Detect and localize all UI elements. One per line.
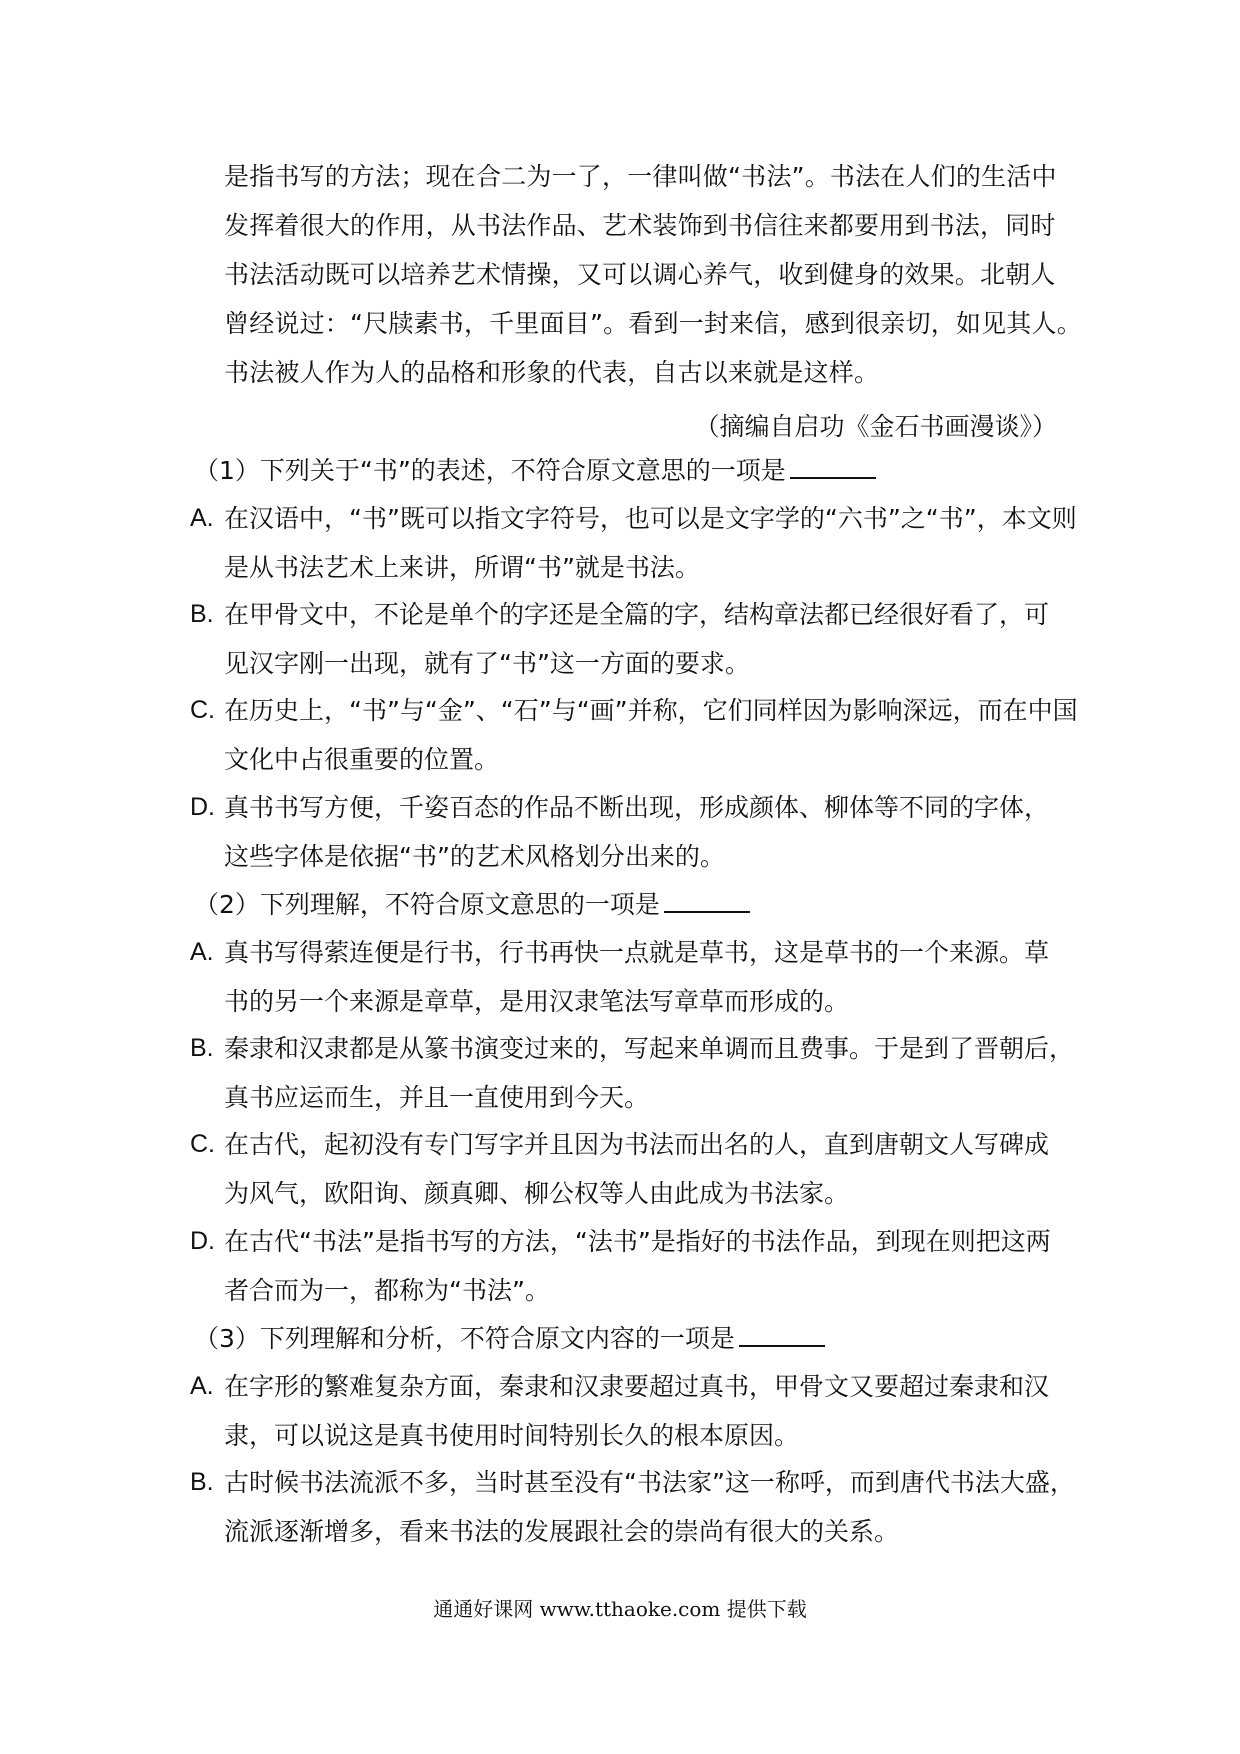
- option-letter: B.: [190, 600, 214, 628]
- question-1-option-d: [190, 783, 1080, 881]
- option-line: 在历史上，“书”与“金”、“石”与“画”并称，它们同样因为影响深远，而在中国: [224, 696, 1078, 725]
- option-line: 秦隶和汉隶都是从篆书演变过来的，写起来单调而且费事。于是到了晋朝后，: [224, 1034, 1075, 1063]
- option-letter: D.: [190, 793, 215, 821]
- question-2-option-c: [190, 1120, 1080, 1218]
- passage-line: 书法被人作为人的品格和形象的代表，自古以来就是这样。: [224, 358, 880, 387]
- question-2-option-b: [190, 1024, 1080, 1122]
- option-letter: D.: [190, 1227, 215, 1255]
- option-line: 见汉字刚一出现，就有了“书”这一方面的要求。: [224, 649, 750, 678]
- option-line: 书的另一个来源是章草，是用汉隶笔法写章草而形成的。: [224, 987, 850, 1016]
- question-3-option-a: [190, 1362, 1080, 1460]
- option-line: 在古代，起初没有专门写字并且因为书法而出名的人，直到唐朝文人写碑成: [224, 1130, 1050, 1159]
- page-footer: 通通好课网 www.tthaoke.com 提供下载: [433, 1597, 807, 1621]
- option-line: 真书写得萦连便是行书，行书再快一点就是草书，这是草书的一个来源。草: [224, 938, 1050, 967]
- passage-line: 书法活动既可以培养艺术情操，又可以调心养气，收到健身的效果。北朝人: [224, 260, 1056, 289]
- option-line: 真书书写方便，千姿百态的作品不断出现，形成颜体、柳体等不同的字体，: [224, 793, 1050, 822]
- question-stem-text: （1）下列关于“书”的表述，不符合原文意思的一项是: [194, 456, 786, 485]
- question-3-option-b: [190, 1458, 1080, 1556]
- option-line: 在古代“书法”是指书写的方法，“法书”是指好的书法作品，到现在则把这两: [224, 1227, 1051, 1256]
- passage-line: 是指书写的方法；现在合二为一了，一律叫做“书法”。书法在人们的生活中: [224, 162, 1057, 191]
- passage-source: （摘编自启功《金石书画漫谈》）: [694, 412, 1057, 441]
- option-line: 是从书法艺术上来讲，所谓“书”就是书法。: [224, 553, 700, 582]
- answer-blank: [790, 453, 876, 479]
- option-line: 文化中占很重要的位置。: [224, 745, 500, 774]
- option-line: 在甲骨文中，不论是单个的字还是全篇的字，结构章法都已经很好看了，可: [224, 600, 1050, 629]
- option-letter: C.: [190, 696, 215, 724]
- question-2-stem: [194, 880, 750, 929]
- option-letter: A.: [190, 938, 214, 966]
- option-line: 者合而为一，都称为“书法”。: [224, 1276, 550, 1305]
- answer-blank: [739, 1321, 825, 1347]
- question-1-option-a: [190, 494, 1080, 592]
- answer-blank: [664, 887, 750, 913]
- passage-line: 发挥着很大的作用，从书法作品、艺术装饰到书信往来都要用到书法，同时: [224, 211, 1056, 240]
- question-2-option-d: [190, 1217, 1080, 1315]
- question-1-option-c: [190, 686, 1080, 784]
- option-line: 古时候书法流派不多，当时甚至没有“书法家”这一称呼，而到唐代书法大盛，: [224, 1468, 1075, 1497]
- option-letter: C.: [190, 1130, 215, 1158]
- option-letter: B.: [190, 1468, 214, 1496]
- option-letter: A.: [190, 504, 214, 532]
- option-line: 在字形的繁难复杂方面，秦隶和汉隶要超过真书，甲骨文又要超过秦隶和汉: [224, 1372, 1050, 1401]
- option-letter: A.: [190, 1372, 214, 1400]
- question-3-stem: [194, 1314, 825, 1363]
- question-stem-text: （2）下列理解，不符合原文意思的一项是: [194, 890, 660, 919]
- question-1-option-b: [190, 590, 1080, 688]
- option-line: 在汉语中，“书”既可以指文字符号，也可以是文字学的“六书”之“书”，本文则: [224, 504, 1077, 533]
- question-stem-text: （3）下列理解和分析，不符合原文内容的一项是: [194, 1324, 735, 1353]
- passage-paragraph: [224, 152, 1082, 397]
- passage-line: 曾经说过：“尺牍素书，千里面目”。看到一封来信，感到很亲切，如见其人。: [224, 309, 1082, 338]
- option-line: 流派逐渐增多，看来书法的发展跟社会的崇尚有很大的关系。: [224, 1517, 900, 1546]
- option-line: 真书应运而生，并且一直使用到今天。: [224, 1083, 650, 1112]
- question-2-option-a: [190, 928, 1080, 1026]
- question-1-stem: [194, 446, 876, 495]
- option-line: 这些字体是依据“书”的艺术风格划分出来的。: [224, 842, 725, 871]
- option-line: 为风气，欧阳询、颜真卿、柳公权等人由此成为书法家。: [224, 1179, 850, 1208]
- option-letter: B.: [190, 1034, 214, 1062]
- option-line: 隶，可以说这是真书使用时间特别长久的根本原因。: [224, 1421, 800, 1450]
